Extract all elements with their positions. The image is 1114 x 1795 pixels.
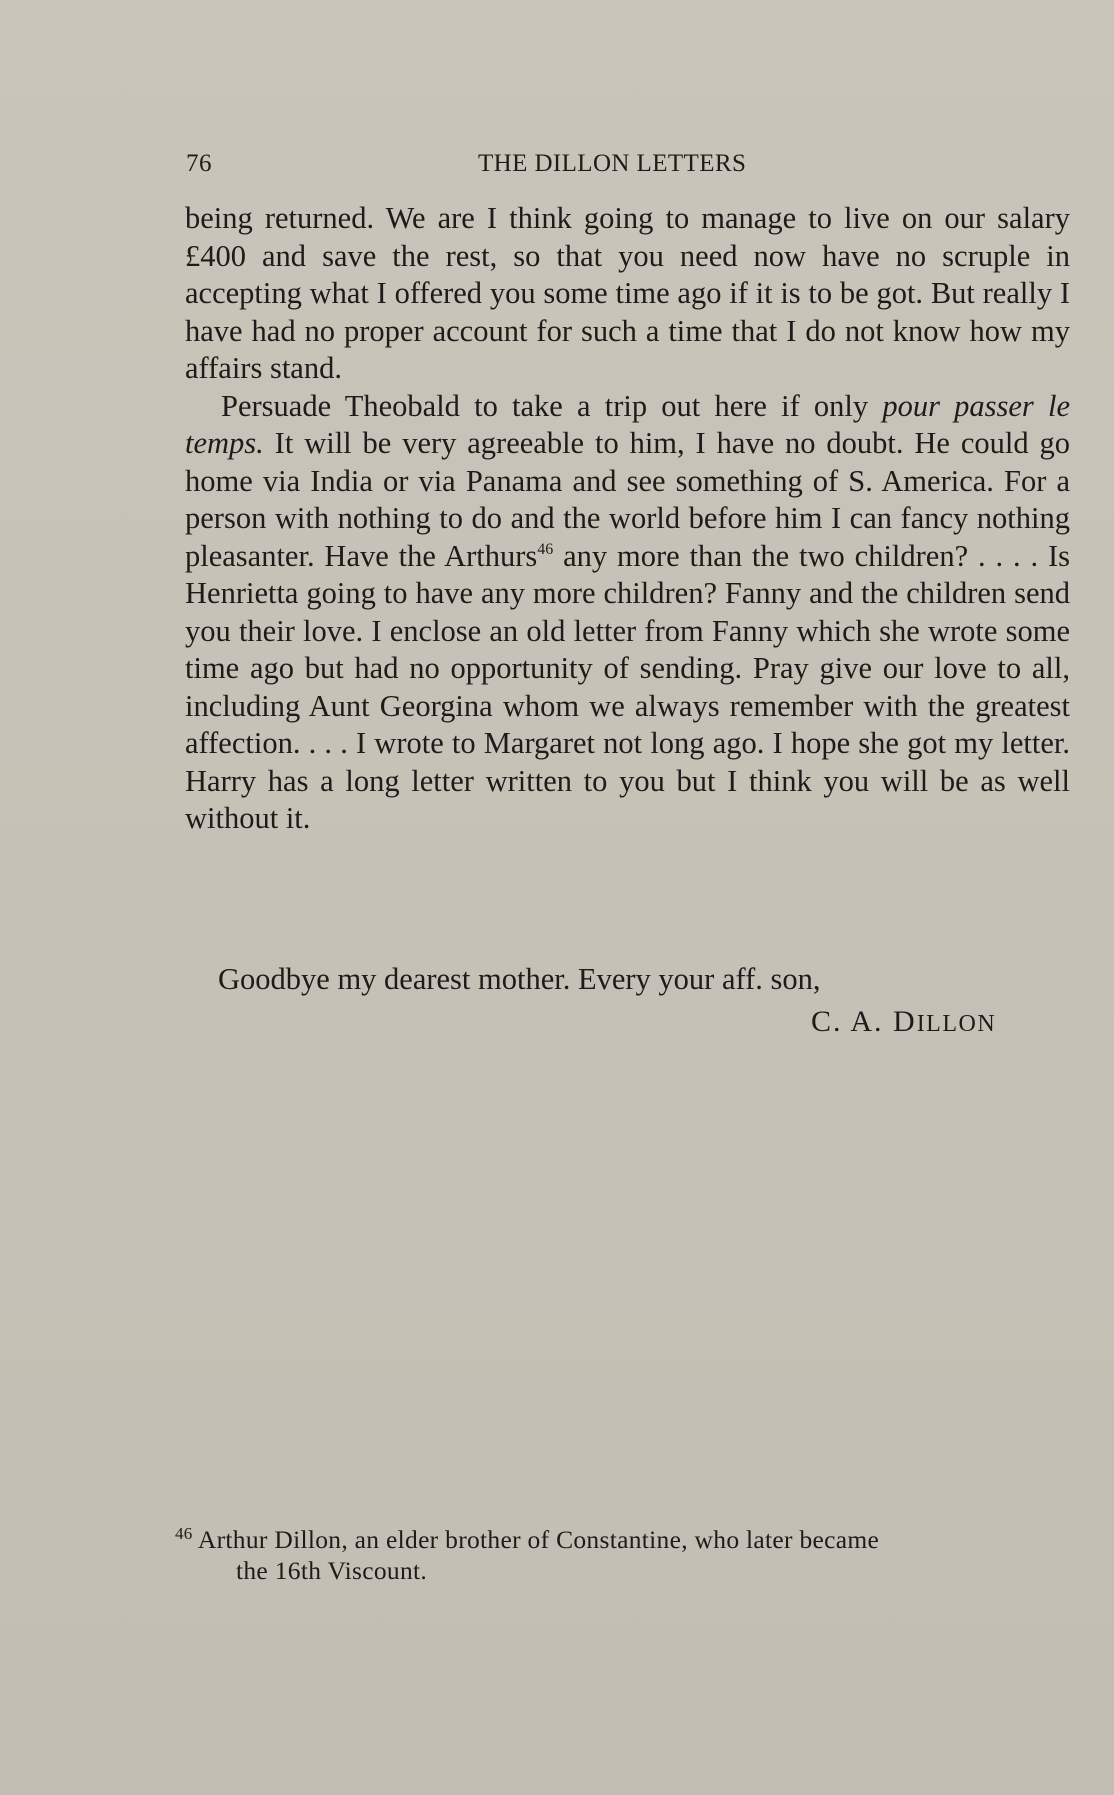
signature-surname-smallcaps: ILLON [916, 1011, 997, 1037]
page-number: 76 [186, 150, 212, 177]
footnote-marker: 46 [175, 1524, 193, 1543]
page-header [186, 150, 1068, 186]
letter-signoff: Goodbye my dearest mother. Every your aff. son, [218, 962, 821, 996]
paragraph-2 [185, 388, 1070, 838]
paragraph-2-text-end: any more than the two children? . . . . Is Henrietta going to have any more children? Fanny and the children send you their love. I enclose an old letter from Fanny which she wrote some time ago but had no opportunity of sending. Pray give our love to all, including Aunt Georgina whom we always remember with the greatest affection. . . . I wrote to Margaret not long ago. I hope she got my letter. Harry has a long letter written to you but I think you will be as well without it. [185, 538, 1070, 835]
footnote-line-1 [175, 1524, 1063, 1555]
footnote-line-2: the 16th Viscount. [236, 1556, 428, 1585]
paragraph-2-text-middle: It will be very agreeable to him, I have no doubt. He could go home via India or via Panama and see something of S. America. For a person with nothing to do and the world before him I can fancy nothing pleasanter. Have the Arthurs [185, 426, 1070, 573]
footnote-reference[interactable]: 46 [537, 540, 554, 558]
italic-phrase: pour passer le temps. [185, 388, 1070, 460]
running-title: THE DILLON LETTERS [478, 150, 747, 177]
paragraph-2-text-start: Persuade Theobald to take a trip out here if only [221, 388, 883, 423]
letter-body [185, 200, 1070, 838]
footnote [175, 1524, 1063, 1586]
letter-signature [811, 1005, 996, 1039]
signature-initials: C. A. D [811, 1005, 917, 1038]
footnote-text-1: Arthur Dillon, an elder brother of Constantine, who later became [197, 1525, 880, 1554]
paragraph-1: being returned. We are I think going to manage to live on our salary £400 and save the rest, so that you need now have no scruple in accepting what I offered you some time ago if it is to be got. But really I have had no proper account for such a time that I do not know how my affairs stand. [185, 201, 1070, 385]
